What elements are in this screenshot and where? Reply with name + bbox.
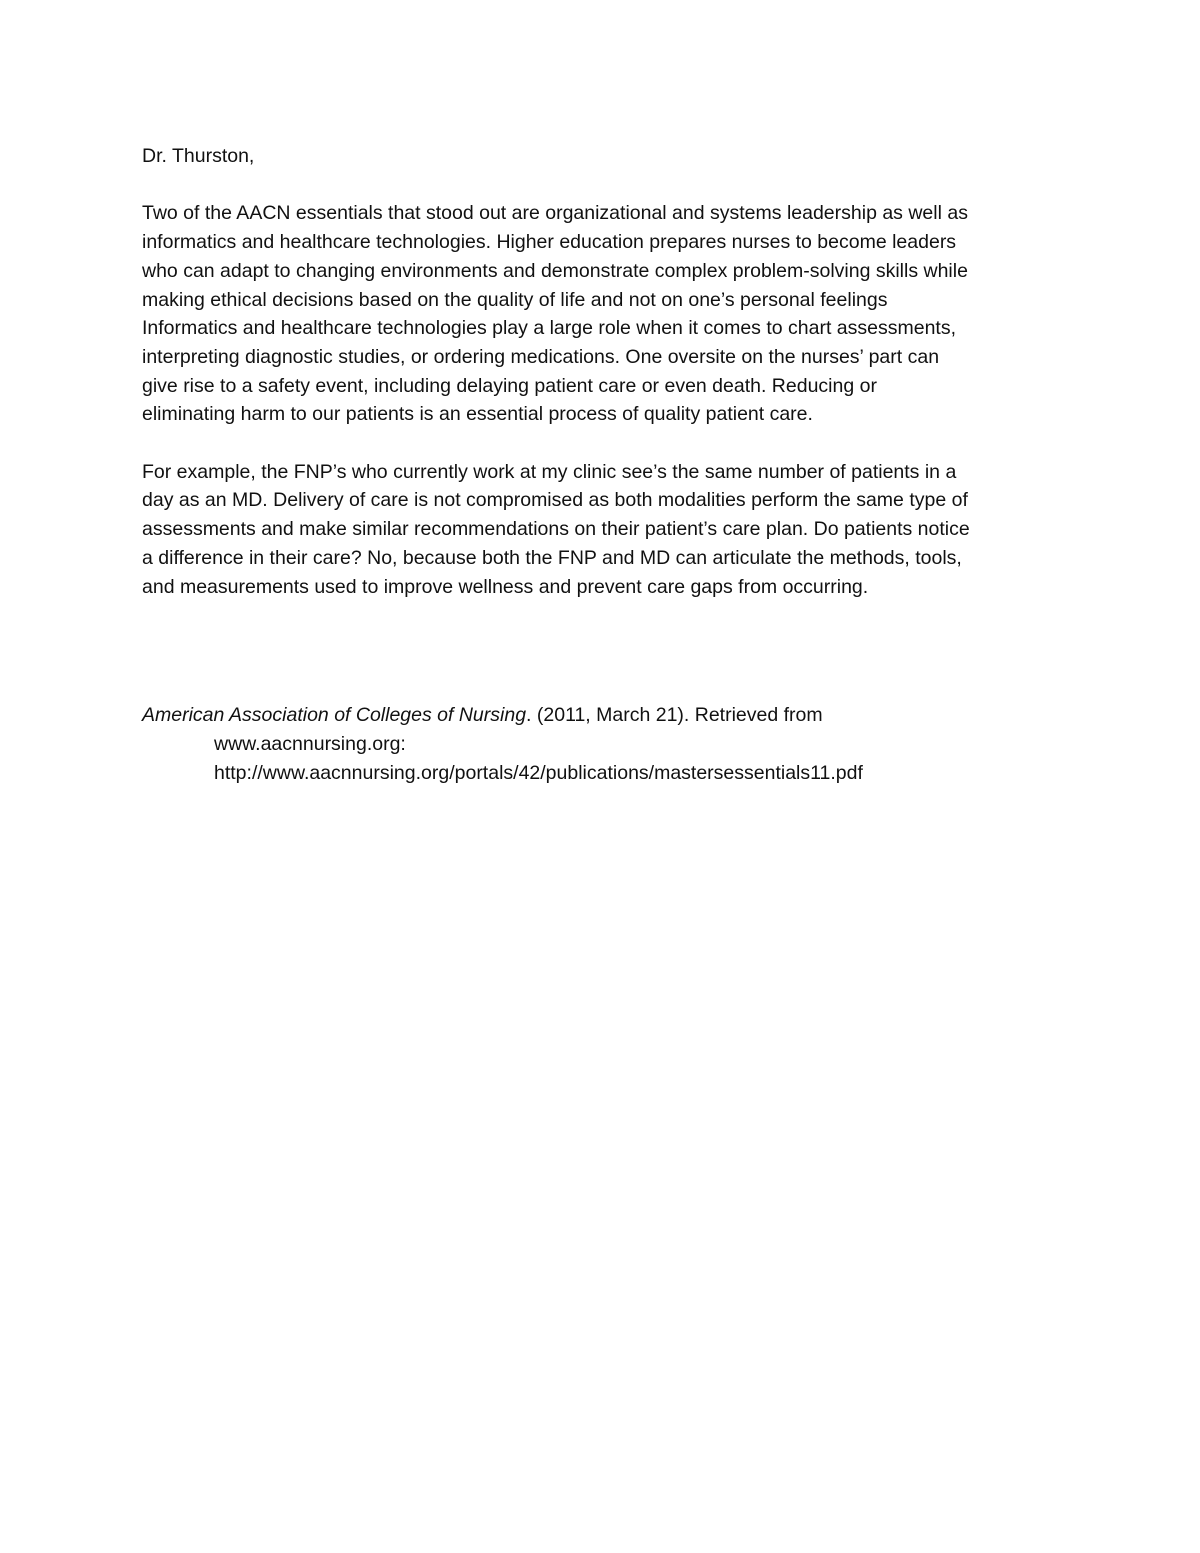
paragraph-2-line: a difference in their care? No, because both the FNP and MD can articulate the methods, tools, <box>142 546 962 569</box>
paragraph-2-line: day as an MD. Delivery of care is not compromised as both modalities perform the same type of <box>142 489 968 512</box>
letter-body <box>142 142 1062 787</box>
reference-date-retrieved: . (2011, March 21). Retrieved from <box>526 704 823 727</box>
paragraph-1-line: Two of the AACN essentials that stood out are organizational and systems leadership as well as <box>142 202 968 225</box>
paragraph-2-line: and measurements used to improve wellness and prevent care gaps from occurring. <box>142 575 869 598</box>
paragraph-1-line: making ethical decisions based on the quality of life and not on one’s personal feelings <box>142 288 888 311</box>
paragraph-spacer <box>142 171 1062 200</box>
reference-title: American Association of Colleges of Nursing <box>142 704 527 727</box>
salutation: Dr. Thurston, <box>142 145 255 167</box>
paragraph-1-line: eliminating harm to our patients is an essential process of quality patient care. <box>142 403 813 426</box>
reference-site: www.aacnnursing.org: <box>214 732 406 755</box>
paragraph-1-line: informatics and healthcare technologies. Higher education prepares nurses to become leaders <box>142 231 957 254</box>
paragraph-spacer <box>142 429 1062 458</box>
paragraph-2-line: For example, the FNP’s who currently work at my clinic see’s the same number of patients in a <box>142 460 957 483</box>
reference-entry <box>142 701 1062 787</box>
paragraph-1-line: Informatics and healthcare technologies play a large role when it comes to chart assessments, <box>142 317 957 340</box>
paragraph-1-line: interpreting diagnostic studies, or ordering medications. One oversite on the nurses’ part can <box>142 345 940 368</box>
paragraph-2-line: assessments and make similar recommendations on their patient’s care plan. Do patients notice <box>142 518 970 541</box>
paragraph-1-line: who can adapt to changing environments and demonstrate complex problem-solving skills while <box>142 259 968 282</box>
reference-line-1 <box>142 701 1062 730</box>
paragraph-2 <box>142 458 1062 602</box>
section-spacer <box>142 601 1062 701</box>
paragraph-1-line: give rise to a safety event, including delaying patient care or even death. Reducing or <box>142 374 877 397</box>
paragraph-1 <box>142 199 1062 429</box>
reference-url: http://www.aacnnursing.org/portals/42/publications/mastersessentials11.pdf <box>214 761 863 784</box>
